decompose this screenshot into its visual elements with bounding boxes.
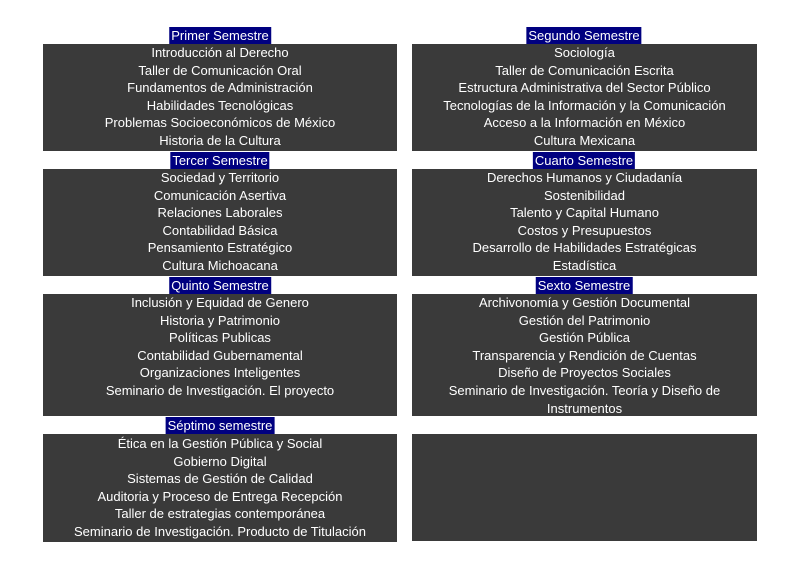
course-item: Cultura Michoacana bbox=[162, 257, 278, 273]
semester-6 bbox=[412, 277, 757, 417]
course-item: Gestión del Patrimonio bbox=[518, 312, 651, 328]
semester-7-courses bbox=[43, 434, 397, 542]
course-item: Talento y Capital Humano bbox=[510, 205, 659, 221]
semester-5-title: Quinto Semestre bbox=[171, 278, 269, 293]
course-item: Historia y Patrimonio bbox=[160, 312, 280, 328]
semester-5 bbox=[43, 277, 397, 417]
semester-1 bbox=[43, 27, 397, 151]
course-item: Políticas Publicas bbox=[169, 330, 271, 346]
empty-courses-box bbox=[412, 434, 757, 541]
course-item: Inclusión y Equidad de Genero bbox=[131, 295, 309, 310]
course-item: Organizaciones Inteligentes bbox=[139, 365, 301, 381]
course-item: Seminario de Investigación. Teoría y Diseño de Instrumentos bbox=[448, 382, 721, 416]
semester-4-courses bbox=[412, 169, 757, 276]
course-item: Taller de estrategias contemporánea bbox=[114, 506, 326, 522]
course-item: Seminario de Investigación. Producto de Titulación bbox=[74, 523, 366, 539]
semester-6-title: Sexto Semestre bbox=[537, 278, 631, 293]
course-item: Problemas Socioeconómicos de México bbox=[104, 115, 336, 131]
semester-7 bbox=[43, 417, 397, 541]
course-item: Diseño de Proyectos Sociales bbox=[498, 365, 671, 381]
semester-5-courses bbox=[43, 294, 397, 416]
semester-2 bbox=[412, 27, 757, 151]
course-item: Sostenibilidad bbox=[544, 187, 625, 203]
course-item: Costos y Presupuestos bbox=[517, 222, 652, 238]
course-item: Sistemas de Gestión de Calidad bbox=[127, 471, 313, 487]
course-item: Sociedad y Territorio bbox=[160, 170, 280, 185]
semester-1-courses bbox=[43, 44, 397, 151]
course-item: Relaciones Laborales bbox=[157, 205, 283, 221]
course-item: Historia de la Cultura bbox=[159, 132, 281, 148]
course-item: Cultura Mexicana bbox=[533, 132, 636, 148]
course-item: Estadística bbox=[552, 257, 617, 273]
course-item: Taller de Comunicación Oral bbox=[138, 62, 302, 78]
course-item: Archivonomía y Gestión Documental bbox=[479, 295, 690, 310]
semester-3-title: Tercer Semestre bbox=[172, 153, 268, 168]
course-item: Auditoria y Proceso de Entrega Recepción bbox=[97, 488, 343, 504]
course-item: Taller de Comunicación Escrita bbox=[495, 62, 674, 78]
course-item: Gobierno Digital bbox=[173, 453, 267, 469]
course-item: Transparencia y Rendición de Cuentas bbox=[472, 347, 697, 363]
course-item: Acceso a la Información en México bbox=[483, 115, 686, 131]
semester-2-title: Segundo Semestre bbox=[528, 28, 640, 43]
semester-2-courses bbox=[412, 44, 757, 151]
course-item: Sociología bbox=[554, 45, 615, 60]
course-item: Desarrollo de Habilidades Estratégicas bbox=[472, 240, 697, 256]
course-item: Ética en la Gestión Pública y Social bbox=[117, 436, 323, 451]
semester-7-title: Séptimo semestre bbox=[167, 418, 273, 433]
course-item: Estructura Administrativa del Sector Público bbox=[458, 80, 711, 96]
course-item: Habilidades Tecnológicas bbox=[146, 97, 294, 113]
course-item: Introducción al Derecho bbox=[151, 45, 289, 60]
semester-3-courses bbox=[43, 169, 397, 276]
semester-6-courses bbox=[412, 294, 757, 416]
course-item: Contabilidad Básica bbox=[162, 222, 278, 238]
semester-4 bbox=[412, 152, 757, 276]
course-item: Pensamiento Estratégico bbox=[147, 240, 293, 256]
course-item: Derechos Humanos y Ciudadanía bbox=[486, 170, 683, 185]
course-item: Fundamentos de Administración bbox=[127, 80, 313, 96]
semester-3 bbox=[43, 152, 397, 276]
course-item: Tecnologías de la Información y la Comunicación bbox=[443, 97, 726, 113]
semester-8-empty bbox=[412, 417, 757, 541]
course-item: Contabilidad Gubernamental bbox=[137, 347, 303, 363]
semester-4-title: Cuarto Semestre bbox=[534, 153, 634, 168]
course-item: Comunicación Asertiva bbox=[153, 187, 287, 203]
semester-1-title: Primer Semestre bbox=[171, 28, 269, 43]
course-item: Gestión Pública bbox=[538, 330, 631, 346]
course-item: Seminario de Investigación. El proyecto bbox=[105, 382, 335, 398]
